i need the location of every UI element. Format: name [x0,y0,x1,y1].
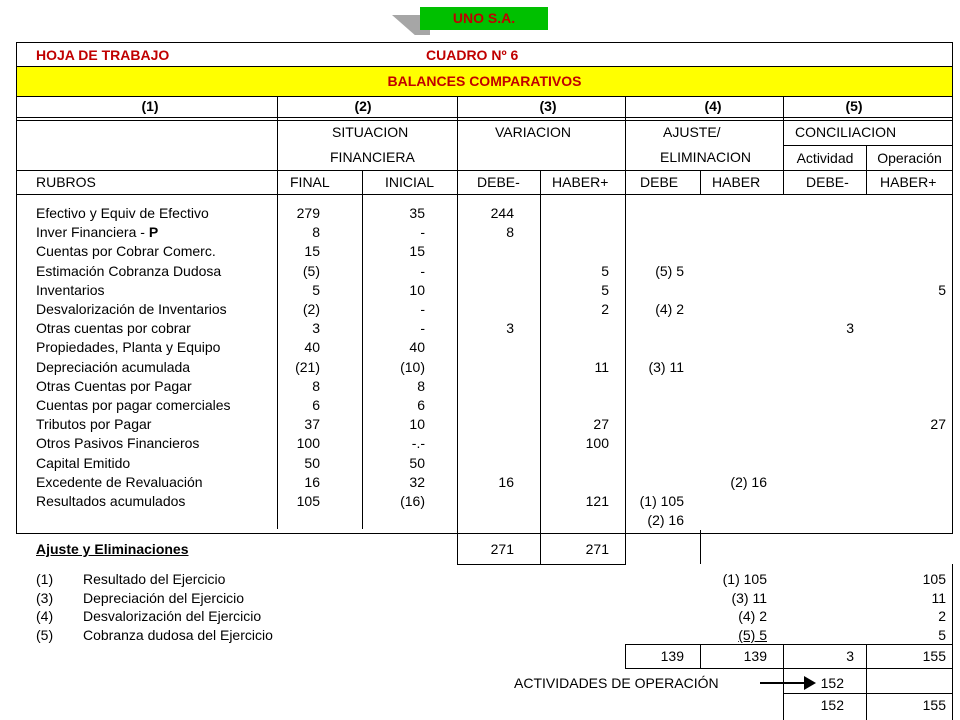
row-rubro [36,282,104,298]
cell-inicial: 35 [409,205,425,221]
header-haber-plus-2: HABER+ [880,174,937,190]
cell-final: 8 [312,378,320,394]
cell-inicial: - [420,224,425,240]
cell-final: (2) [302,301,320,317]
header-debe: DEBE [640,174,679,190]
cell-final: 5 [312,282,320,298]
rubro-suffix: P [148,224,159,240]
table-ref-label: CUADRO Nº 6 [426,47,519,63]
rubro-label: Efectivo y Equiv de Efectivo [36,205,209,221]
row-rubro [36,493,185,509]
ajuste-operacion: 11 [931,590,946,606]
col-number-3: (3) [539,98,557,114]
cell-haber: 5 [601,282,609,298]
cell-final: 37 [304,416,320,432]
cell-haber: 100 [585,435,609,451]
cell-haber: 11 [594,359,609,375]
ajustes-total-debe: 271 [490,541,514,557]
header-eliminacion: ELIMINACION [660,149,752,165]
cell-debe: 16 [498,474,514,490]
row-rubro [36,416,151,432]
rubro-label: Inver Financiera - [36,224,149,240]
ajuste-haber: (5) 5 [738,627,767,643]
rubro-label: Excedente de Revaluación [36,474,203,490]
cell-inicial: (16) [400,493,425,509]
header-situacion: SITUACION [332,124,409,140]
cell-inicial: 10 [409,416,425,432]
cell-final: (5) [302,263,320,279]
header-final: FINAL [290,174,330,190]
header-debe-minus-2: DEBE- [806,174,849,190]
page-title: BALANCES COMPARATIVOS [387,73,582,89]
header-variacion: VARIACION [495,124,571,140]
cell-inicial: - [420,301,425,317]
cell-haber: 121 [585,493,609,509]
row-rubro [36,397,231,413]
cell-inicial: 6 [417,397,425,413]
row-rubro [36,435,199,451]
header-operacion: Operación [877,150,942,166]
row-rubro [36,320,191,336]
cell-haber: 5 [601,263,609,279]
rubro-label: Cuentas por pagar comerciales [36,397,231,413]
header-debe-minus: DEBE- [477,174,520,190]
final-op: 155 [922,697,946,713]
rubro-label: Propiedades, Planta y Equipo [36,339,221,355]
actividades-act-value: 152 [820,675,844,691]
header-haber: HABER [712,174,761,190]
rubro-label: Inventarios [36,282,105,298]
cell-final: (21) [295,359,320,375]
cell-final: 50 [304,455,320,471]
rubro-label: Otros Pasivos Financieros [36,435,200,451]
ajuste-haber: (3) 11 [731,590,767,606]
cell-inicial: 8 [417,378,425,394]
rubro-label: Depreciación acumulada [36,359,191,375]
ajuste-operacion: 105 [922,571,946,587]
cell-aj-haber: (2) 16 [730,474,767,490]
ajuste-operacion: 2 [938,608,946,624]
header-financiera: FINANCIERA [330,149,415,165]
col-number-5: (5) [845,98,863,114]
final-act: 152 [820,697,844,713]
row-rubro [36,224,158,240]
rubro-label: Capital Emitido [36,455,131,471]
header-inicial: INICIAL [385,174,435,190]
cell-aj-debe: (1) 105 [639,493,684,509]
ajuste-haber: (4) 2 [738,608,767,624]
cell-final: 40 [304,339,320,355]
cell-final: 8 [312,224,320,240]
cell-debe: 3 [506,320,514,336]
row-rubro [36,455,130,471]
totals-aj-haber: 139 [743,648,767,664]
cell-haber: 27 [593,416,609,432]
col-number-1: (1) [141,98,159,114]
row-rubro [36,243,216,259]
ajuste-haber: (1) 105 [722,571,767,587]
header-conciliacion: CONCILIACION [795,124,897,140]
cell-inicial: - [420,320,425,336]
rubro-label: Resultados acumulados [36,493,186,509]
row-rubro [36,205,209,221]
totals-act: 3 [846,648,854,664]
ajuste-label: Depreciación del Ejercicio [83,590,245,606]
row-rubro [36,378,192,394]
rubro-label: Cuentas por Cobrar Comerc. [36,243,216,259]
row-rubro [36,339,220,355]
cell-inicial: 15 [409,243,425,259]
cell-inicial: 50 [409,455,425,471]
cell-op: 27 [930,416,946,432]
worksheet-label: HOJA DE TRABAJO [36,47,170,63]
cell-debe: 244 [490,205,514,221]
header-haber-plus: HABER+ [552,174,609,190]
cell-debe: 8 [506,224,514,240]
cell-inicial: 10 [409,282,425,298]
ajuste-label: Desvalorización del Ejercicio [83,608,262,624]
cell-final: 16 [304,474,320,490]
ajuste-operacion: 5 [938,627,946,643]
row-rubro [36,263,221,279]
company-tab: UNO S.A. [420,7,548,30]
cell-aj-debe: (3) 11 [648,359,684,375]
cell-act: 3 [846,320,854,336]
row-rubro [36,359,190,375]
cell-final: 105 [296,493,320,509]
cell-inicial: -.- [411,435,425,451]
col-number-2: (2) [354,98,372,114]
totals-op: 155 [922,648,946,664]
cell-inicial: 32 [409,474,425,490]
cell-aj-debe: (4) 2 [655,301,684,317]
cell-aj-debe: (2) 16 [647,512,684,528]
row-rubro [36,474,203,490]
ajuste-number: (5) [36,627,54,643]
ajuste-label: Resultado del Ejercicio [83,571,226,587]
cell-op: 5 [938,282,946,298]
cell-haber: 2 [601,301,609,317]
cell-final: 100 [296,435,320,451]
totals-aj-debe: 139 [660,648,684,664]
ajustes-total-haber: 271 [585,541,609,557]
ajuste-number: (4) [36,608,54,624]
cell-final: 279 [296,205,320,221]
ajuste-label: Cobranza dudosa del Ejercicio [83,627,273,643]
cell-final: 3 [312,320,320,336]
ajuste-number: (1) [36,571,54,587]
rubro-label: Tributos por Pagar [36,416,152,432]
ajuste-number: (3) [36,590,54,606]
header-rubros: RUBROS [36,174,96,190]
header-actividad: Actividad [796,150,854,166]
rubro-label: Desvalorización de Inventarios [36,301,227,317]
cell-inicial: - [420,263,425,279]
row-rubro [36,301,227,317]
actividades-label: ACTIVIDADES DE OPERACIÓN [514,675,719,691]
cell-final: 6 [312,397,320,413]
header-ajuste: AJUSTE/ [663,124,721,140]
cell-final: 15 [304,243,320,259]
cell-inicial: (10) [400,359,425,375]
ajustes-title: Ajuste y Eliminaciones [36,541,189,557]
cell-aj-debe: (5) 5 [655,263,684,279]
cell-inicial: 40 [409,339,425,355]
col-number-4: (4) [704,98,722,114]
rubro-label: Estimación Cobranza Dudosa [36,263,222,279]
rubro-label: Otras Cuentas por Pagar [36,378,192,394]
rubro-label: Otras cuentas por cobrar [36,320,191,336]
